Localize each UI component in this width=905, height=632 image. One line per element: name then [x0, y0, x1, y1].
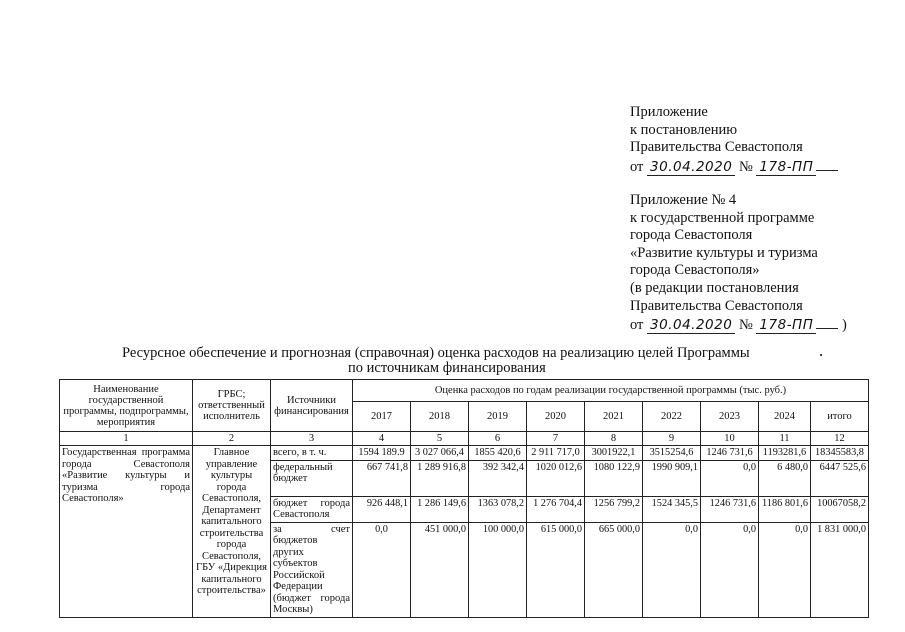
col-number: 8 — [585, 432, 643, 446]
value-cell: 0,0 — [353, 522, 411, 617]
number-sign: № — [738, 317, 753, 334]
date-prefix: от — [630, 158, 644, 175]
resolution-date-line — [630, 157, 838, 177]
executor-cell: Главное управление культуры города Севастополя, Департамент капитального строительства города Севастополя, ГБУ «Дирекция капитального строительства» — [193, 446, 271, 618]
header-year: 2024 — [759, 402, 811, 432]
column-numbers-row — [60, 432, 869, 446]
value-cell: 1256 799,2 — [585, 496, 643, 522]
value-cell: 1246 731,6 — [701, 446, 759, 461]
value-cell: 2 911 717,0 — [527, 446, 585, 461]
financing-table — [59, 379, 869, 618]
source-cell: за счет бюджетов других субъектов Российской Федерации (бюджет города Москвы) — [271, 522, 353, 617]
header-year: 2017 — [353, 402, 411, 432]
edition-date-line — [630, 315, 847, 335]
value-cell: 1 289 916,8 — [411, 460, 469, 496]
value-cell: 0,0 — [701, 522, 759, 617]
value-cell: 392 342,4 — [469, 460, 527, 496]
header-year: 2022 — [643, 402, 701, 432]
title-line-2: по источникам финансирования — [348, 360, 546, 376]
appendix-line: (в редакции постановления — [630, 279, 799, 296]
source-cell: федеральный бюджет — [271, 460, 353, 496]
value-cell: 1363 078,2 — [469, 496, 527, 522]
handwritten-number: 178-ПП — [756, 318, 816, 334]
col-number: 9 — [643, 432, 701, 446]
value-cell: 1 831 000,0 — [811, 522, 869, 617]
value-cell: 615 000,0 — [527, 522, 585, 617]
value-cell: 0,0 — [643, 522, 701, 617]
value-cell: 1594 189.9 — [353, 446, 411, 461]
col-number: 10 — [701, 432, 759, 446]
value-cell: 3515254,6 — [643, 446, 701, 461]
appendix-program-block — [630, 192, 847, 335]
value-cell: 665 000,0 — [585, 522, 643, 617]
value-cell: 1524 345,5 — [643, 496, 701, 522]
header-year: 2019 — [469, 402, 527, 432]
value-cell: 1193281,6 — [759, 446, 811, 461]
header-year: 2018 — [411, 402, 469, 432]
header-estimate: Оценка расходов по годам реализации государственной программы (тыс. руб.) — [353, 380, 869, 402]
appendix-line: города Севастополя» — [630, 262, 760, 279]
appendix-line: Правительства Севастополя — [630, 297, 803, 314]
closing-paren: ) — [842, 317, 847, 334]
appendix-line: Приложение № 4 — [630, 192, 737, 208]
handwritten-date: 30.04.2020 — [647, 318, 735, 334]
table-row — [60, 446, 869, 461]
appendix-line: Приложение — [630, 104, 708, 120]
value-cell: 6447 525,6 — [811, 460, 869, 496]
underline — [816, 315, 838, 329]
header-year: 2023 — [701, 402, 759, 432]
col-number: 1 — [60, 432, 193, 446]
value-cell: 1990 909,1 — [643, 460, 701, 496]
table-header-row — [60, 380, 869, 402]
value-cell: 1186 801,6 — [759, 496, 811, 522]
value-cell: 0,0 — [759, 522, 811, 617]
handwritten-date: 30.04.2020 — [647, 160, 735, 176]
appendix-line: к постановлению — [630, 121, 738, 138]
value-cell: 1 276 704,4 — [527, 496, 585, 522]
col-number: 5 — [411, 432, 469, 446]
col-number: 7 — [527, 432, 585, 446]
header-grbs: ГРБС; ответственный исполнитель — [193, 380, 271, 432]
source-cell: бюджет города Севастополя — [271, 496, 353, 522]
header-name: Наименование государственной программы, подпрограммы, мероприятия — [60, 380, 193, 432]
date-prefix: от — [630, 317, 644, 334]
number-sign: № — [738, 158, 753, 175]
value-cell: 926 448,1 — [353, 496, 411, 522]
value-cell: 18345583,8 — [811, 446, 869, 461]
value-cell: 3 027 066,4 — [411, 446, 469, 461]
value-cell: 10067058,2 — [811, 496, 869, 522]
appendix-line: к государственной программе — [630, 209, 815, 226]
value-cell: 1246 731,6 — [701, 496, 759, 522]
underline — [816, 157, 838, 171]
program-name-cell: Государственная программа города Севастополя «Развитие культуры и туризма города Севастополя» — [60, 446, 193, 618]
value-cell: 6 480,0 — [759, 460, 811, 496]
header-total: итого — [811, 402, 869, 432]
scan-speck — [820, 354, 822, 356]
col-number: 2 — [193, 432, 271, 446]
title-line-1: Ресурсное обеспечение и прогнозная (справочная) оценка расходов на реализацию целей Программы — [122, 345, 750, 361]
col-number: 4 — [353, 432, 411, 446]
handwritten-number: 178-ПП — [756, 160, 816, 176]
header-year: 2021 — [585, 402, 643, 432]
value-cell: 0,0 — [701, 460, 759, 496]
header-year: 2020 — [527, 402, 585, 432]
appendix-line: Правительства Севастополя — [630, 139, 803, 156]
source-cell: всего, в т. ч. — [271, 446, 353, 461]
value-cell: 667 741,8 — [353, 460, 411, 496]
col-number: 12 — [811, 432, 869, 446]
col-number: 11 — [759, 432, 811, 446]
appendix-resolution-block — [630, 104, 838, 176]
value-cell: 1855 420,6 — [469, 446, 527, 461]
header-sources: Источники финансирования — [271, 380, 353, 432]
value-cell: 451 000,0 — [411, 522, 469, 617]
appendix-line: «Развитие культуры и туризма — [630, 244, 818, 261]
value-cell: 100 000,0 — [469, 522, 527, 617]
col-number: 6 — [469, 432, 527, 446]
value-cell: 1020 012,6 — [527, 460, 585, 496]
value-cell: 3001922,1 — [585, 446, 643, 461]
value-cell: 1 286 149,6 — [411, 496, 469, 522]
col-number: 3 — [271, 432, 353, 446]
appendix-line: города Севастополя — [630, 227, 753, 244]
value-cell: 1080 122,9 — [585, 460, 643, 496]
